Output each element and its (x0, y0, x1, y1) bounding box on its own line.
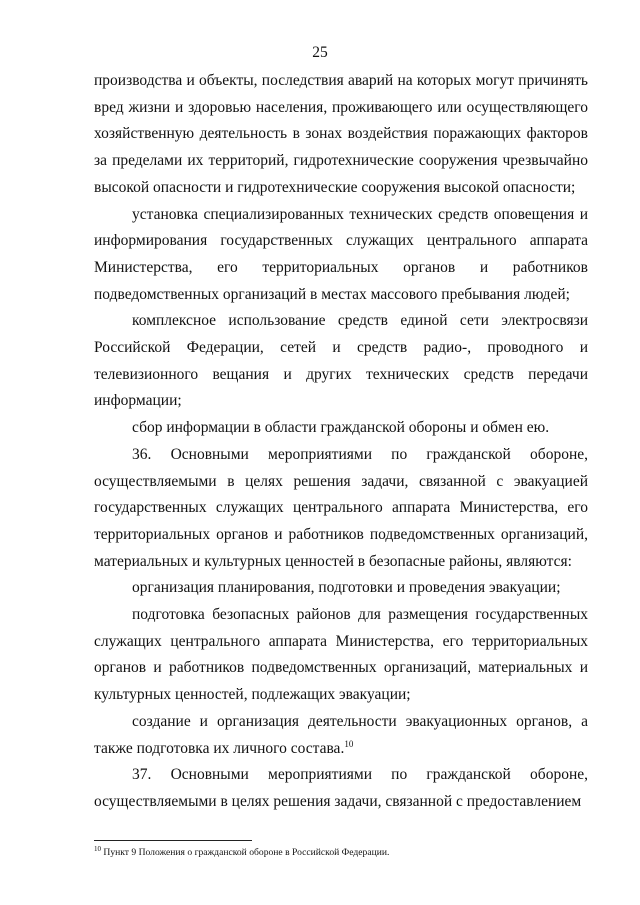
paragraph-item-36 (94, 442, 588, 576)
body-text (94, 68, 588, 816)
paragraph-text: подготовка безопасных районов для размещения государственных служащих центрального аппарата Министерства, его территориальных органов и работников подведомственных организаций, материальных и культурных ценностей, подлежащих эвакуации; (94, 606, 588, 704)
paragraph-item-37 (94, 762, 588, 815)
footnote-divider (94, 840, 252, 841)
footnote (94, 846, 588, 859)
footnote-reference: 10 (344, 738, 354, 749)
footnote-number: 10 (94, 844, 101, 853)
paragraph-telecom-usage (94, 308, 588, 415)
paragraph-text: сбор информации в области гражданской обороны и обмен ею. (132, 419, 550, 437)
paragraph-text: 36. Основными мероприятиями по гражданской обороне, осуществляемыми в целях решения задачи, связанной с эвакуацией государственных служащих центрального аппарата Министерства, его территориальных органов и работников подведомственных организаций, материальных и культурных ценностей в безопасные районы, являются: (94, 445, 588, 570)
paragraph-safe-areas (94, 602, 588, 709)
paragraph-evacuation-planning (94, 575, 588, 602)
page-number: 25 (312, 44, 328, 61)
footnote-text: Пункт 9 Положения о гражданской обороне в Российской Федерации. (103, 847, 390, 858)
paragraph-text: комплексное использование средств единой сети электросвязи Российской Федерации, сетей и средств радио-, проводного и телевизионного вещания и других технических средств передачи информации; (94, 312, 588, 410)
paragraph-info-collection (94, 415, 588, 442)
paragraph-text: организация планирования, подготовки и проведения эвакуации; (132, 579, 561, 597)
paragraph-continuation (94, 68, 588, 202)
paragraph-evacuation-bodies (94, 709, 588, 762)
paragraph-text: 37. Основными мероприятиями по гражданской обороне, осуществляемыми в целях решения задачи, связанной с предоставлением (94, 766, 588, 810)
paragraph-warning-equipment (94, 202, 588, 309)
paragraph-text: производства и объекты, последствия аварий на которых могут причинять вред жизни и здоровью населения, проживающего или осуществляющего хозяйственную деятельность в зонах воздействия поражающих факторов за пределами их территорий, гидротехнические сооружения чрезвычайно высокой опасности и гидротехнические сооружения высокой опасности; (94, 72, 588, 196)
paragraph-text: установка специализированных технических средств оповещения и информирования государственных служащих центрального аппарата Министерства, его территориальных органов и работников подведомственных организаций в местах массового пребывания людей; (94, 205, 588, 303)
paragraph-text: создание и организация деятельности эвакуационных органов, а также подготовка их личного состава. (94, 712, 588, 757)
